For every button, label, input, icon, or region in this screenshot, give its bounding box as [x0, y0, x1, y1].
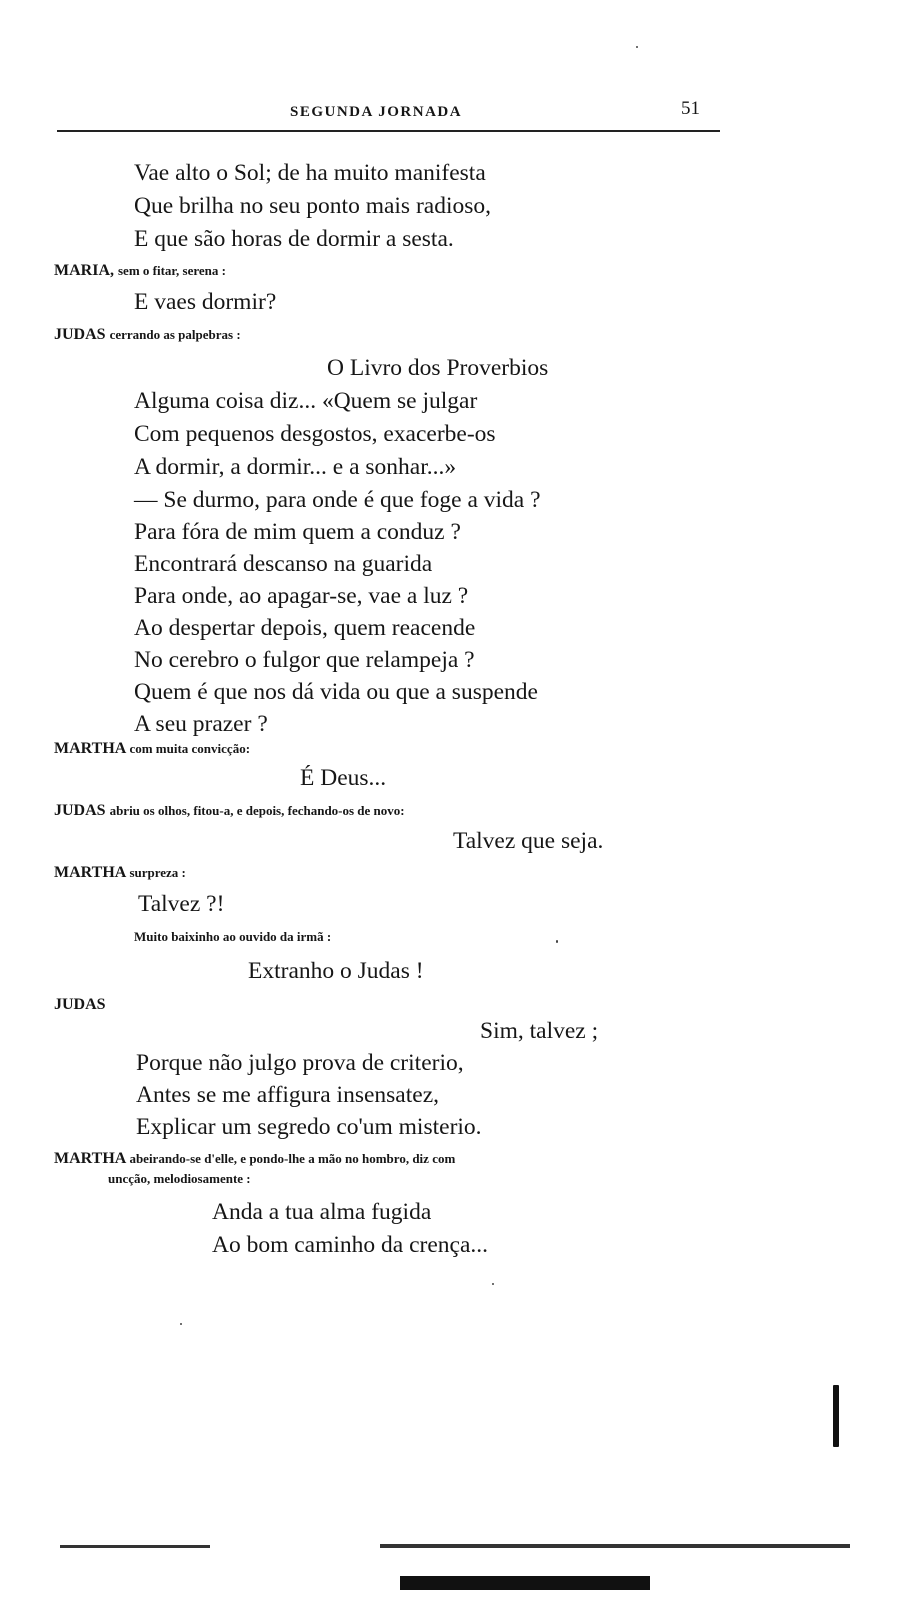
speaker-name: MARIA,	[54, 262, 114, 279]
verse-line: Sim, talvez ;	[480, 1018, 599, 1044]
verse-line: O Livro dos Proverbios	[327, 355, 549, 381]
scan-bottom-bar	[400, 1576, 650, 1590]
stage-direction: com muita convicção:	[129, 741, 251, 756]
running-header-title: SEGUNDA JORNADA	[290, 104, 463, 120]
verse-line: Ao bom caminho da crença...	[212, 1232, 489, 1258]
scan-edge-mark	[833, 1385, 839, 1447]
verse-line: Talvez que seja.	[453, 828, 604, 854]
verse-line: Quem é que nos dá vida ou que a suspende	[134, 679, 538, 705]
speaker-cue	[54, 802, 405, 820]
verse-line: Explicar um segredo co'um misterio.	[136, 1114, 482, 1140]
speaker-cue	[54, 996, 106, 1014]
speaker-name: JUDAS	[54, 996, 106, 1013]
stage-direction: sem o fitar, serena :	[118, 263, 226, 278]
speaker-name: JUDAS	[54, 326, 106, 343]
verse-line: E que são horas de dormir a sesta.	[134, 226, 454, 252]
verse-line: Para onde, ao apagar-se, vae a luz ?	[134, 583, 469, 609]
stage-direction: abriu os olhos, fitou-a, e depois, fechando-os de novo:	[109, 803, 405, 818]
verse-line: No cerebro o fulgor que relampeja ?	[134, 647, 475, 673]
stage-direction: abeirando-se d'elle, e pondo-lhe a mão no hombro, diz com	[129, 1151, 456, 1166]
stage-direction: Muito baixinho ao ouvido da irmã :	[134, 929, 332, 944]
scan-noise	[380, 1544, 850, 1548]
verse-line: Anda a tua alma fugida	[212, 1199, 432, 1225]
speaker-name: JUDAS	[54, 802, 106, 819]
speaker-cue	[54, 262, 226, 280]
page-number: 51	[681, 98, 700, 119]
verse-line: Ao despertar depois, quem reacende	[134, 615, 476, 641]
speaker-cue	[54, 864, 186, 882]
stage-direction: uncção, melodiosamente :	[108, 1171, 251, 1186]
verse-line: Que brilha no seu ponto mais radioso,	[134, 193, 492, 219]
verse-line: Porque não julgo prova de criterio,	[136, 1050, 464, 1076]
scan-speck	[556, 940, 558, 943]
scan-speck	[492, 1283, 494, 1285]
verse-line: E vaes dormir?	[134, 289, 277, 315]
verse-line: É Deus...	[300, 765, 387, 791]
verse-line: Antes se me affigura insensatez,	[136, 1082, 439, 1108]
stage-direction: cerrando as palpebras :	[109, 327, 241, 342]
verse-line: Encontrará descanso na guarida	[134, 551, 433, 577]
verse-line: Talvez ?!	[138, 891, 225, 917]
verse-line: Alguma coisa diz... «Quem se julgar	[134, 388, 478, 414]
verse-line: Com pequenos desgostos, exacerbe-os	[134, 421, 496, 447]
verse-line: Extranho o Judas !	[248, 958, 424, 984]
scan-speck	[180, 1323, 182, 1325]
speaker-cue	[54, 326, 241, 344]
verse-line: Para fóra de mim quem a conduz ?	[134, 519, 461, 545]
verse-line: — Se durmo, para onde é que foge a vida ?	[134, 487, 541, 513]
scan-speck	[636, 46, 638, 48]
verse-line: Vae alto o Sol; de ha muito manifesta	[134, 160, 486, 186]
stage-direction: surpreza :	[129, 865, 186, 880]
speaker-name: MARTHA	[54, 864, 126, 881]
speaker-name: MARTHA	[54, 740, 126, 757]
speaker-cue	[54, 740, 250, 758]
header-rule	[57, 130, 720, 132]
verse-line: A dormir, a dormir... e a sonhar...»	[134, 454, 457, 480]
verse-line: A seu prazer ?	[134, 711, 268, 737]
speaker-name: MARTHA	[54, 1150, 126, 1167]
speaker-cue	[54, 1150, 455, 1168]
scan-noise	[60, 1545, 210, 1548]
